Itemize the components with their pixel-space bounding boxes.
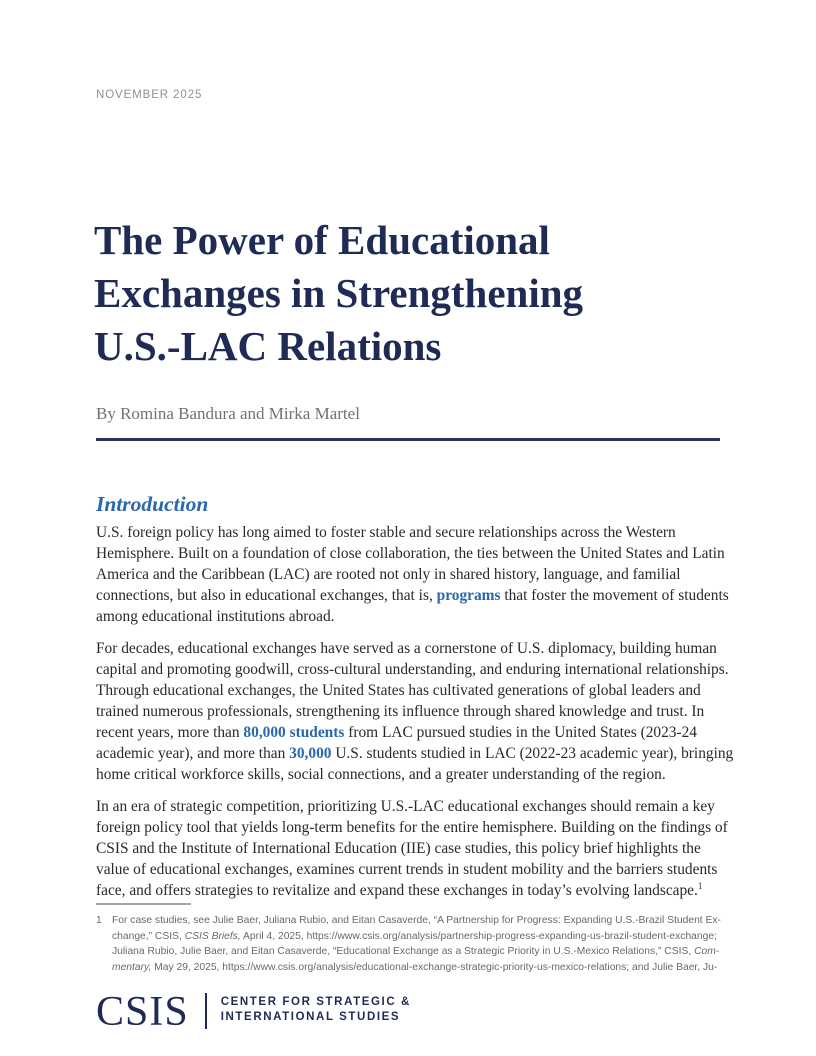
csis-wordmark: CSIS — [96, 989, 189, 1035]
body-paragraph — [96, 638, 736, 785]
footnote-divider — [96, 903, 191, 905]
text-run: In an era of strategic competition, prioritizing U.S.-LAC educational exchanges should remain a key foreign policy tool that yields long-term benefits for the entire hemisphere. Building on the findings of CSIS and the Institute of International Education (IIE) case studies, this policy brief highlights the value of educational exchanges, examines current trends in student mobility and the barriers students face, and offers strategies to revitalize and expand these exchanges in today’s evolving landscape. — [96, 798, 728, 899]
text-run: For case studies, see Julie Baer, Juliana Rubio, and Eitan Casaverde, “A Partnership for Progress: Expanding U.S.-Brazil Student Ex- — [112, 915, 721, 926]
footnote-line — [112, 929, 812, 945]
inline-link[interactable]: programs — [436, 587, 501, 604]
footnote-number: 1 — [96, 915, 102, 926]
byline: By Romina Bandura and Mirka Martel — [96, 404, 360, 423]
logo-divider — [205, 993, 207, 1029]
footnote — [96, 913, 812, 975]
footnote-line — [112, 913, 812, 929]
text-run: April 4, 2025, https://www.csis.org/analysis/partnership-progress-expanding-us-brazil-student-exchange; — [240, 930, 717, 942]
text-run: May 29, 2025, https://www.csis.org/analysis/educational-exchange-strategic-priority-us-mexico-relations; and Julie Baer, Ju- — [151, 961, 718, 973]
document-title-line: U.S.-LAC Relations — [94, 323, 442, 369]
org-name-line: CENTER FOR STRATEGIC & — [220, 996, 411, 1008]
text-run: from LAC pursued studies in the United States (2023-24 academic year), and more than — [96, 724, 697, 762]
introduction-section — [96, 492, 736, 912]
section-heading-introduction: Introduction — [96, 492, 209, 516]
text-run: U.S. students studied in LAC (2022-23 academic year), bringing home critical workforce skills, social connections, and a greater understanding of the region. — [96, 745, 734, 783]
text-run: U.S. foreign policy has long aimed to foster stable and secure relationships across the Western Hemisphere. Built on a foundation of close collaboration, the ties between the United States and Latin America and the Caribbean (LAC) are rooted not only in shared history, language, and familial connections, but also in educational exchanges, that is, — [96, 524, 725, 604]
csis-logo — [96, 991, 411, 1035]
text-run: change,” CSIS, — [112, 930, 185, 942]
italic-text: CSIS Briefs, — [184, 930, 241, 942]
footnote-reference[interactable]: 1 — [697, 881, 703, 891]
org-name — [221, 991, 411, 1035]
document-title-line: The Power of Educational — [94, 217, 550, 263]
text-run: Juliana Rubio, Julie Baer, and Eitan Casaverde, “Educational Exchange as a Strategic Priority in U.S.-Mexico Relations,” CSIS, — [112, 946, 695, 958]
italic-text: mentary, — [112, 961, 152, 973]
document-title — [94, 214, 734, 373]
text-run: that foster the movement of students among educational institutions abroad. — [96, 587, 729, 625]
publication-date: NOVEMBER 2025 — [96, 89, 203, 101]
footnote-line — [112, 944, 812, 960]
org-name-line: INTERNATIONAL STUDIES — [220, 1011, 401, 1023]
body-paragraph — [96, 796, 736, 901]
italic-text: Com- — [694, 946, 720, 958]
inline-link[interactable]: 30,000 — [289, 745, 332, 762]
title-divider — [96, 438, 720, 441]
inline-link[interactable]: 80,000 students — [243, 724, 345, 741]
footnote-line — [112, 960, 812, 976]
body-paragraph — [96, 522, 736, 627]
document-title-line: Exchanges in Strengthening — [94, 270, 584, 316]
text-run: For decades, educational exchanges have served as a cornerstone of U.S. diplomacy, building human capital and promoting goodwill, cross-cultural understanding, and enduring international relationships. Through educational exchanges, the United States has cultivated generations of global leaders and trained numerous professionals, strengthening its influence through shared knowledge and trust. In recent years, more than — [96, 640, 729, 741]
footnote-lines — [96, 913, 812, 975]
intro-paragraphs — [96, 522, 736, 901]
